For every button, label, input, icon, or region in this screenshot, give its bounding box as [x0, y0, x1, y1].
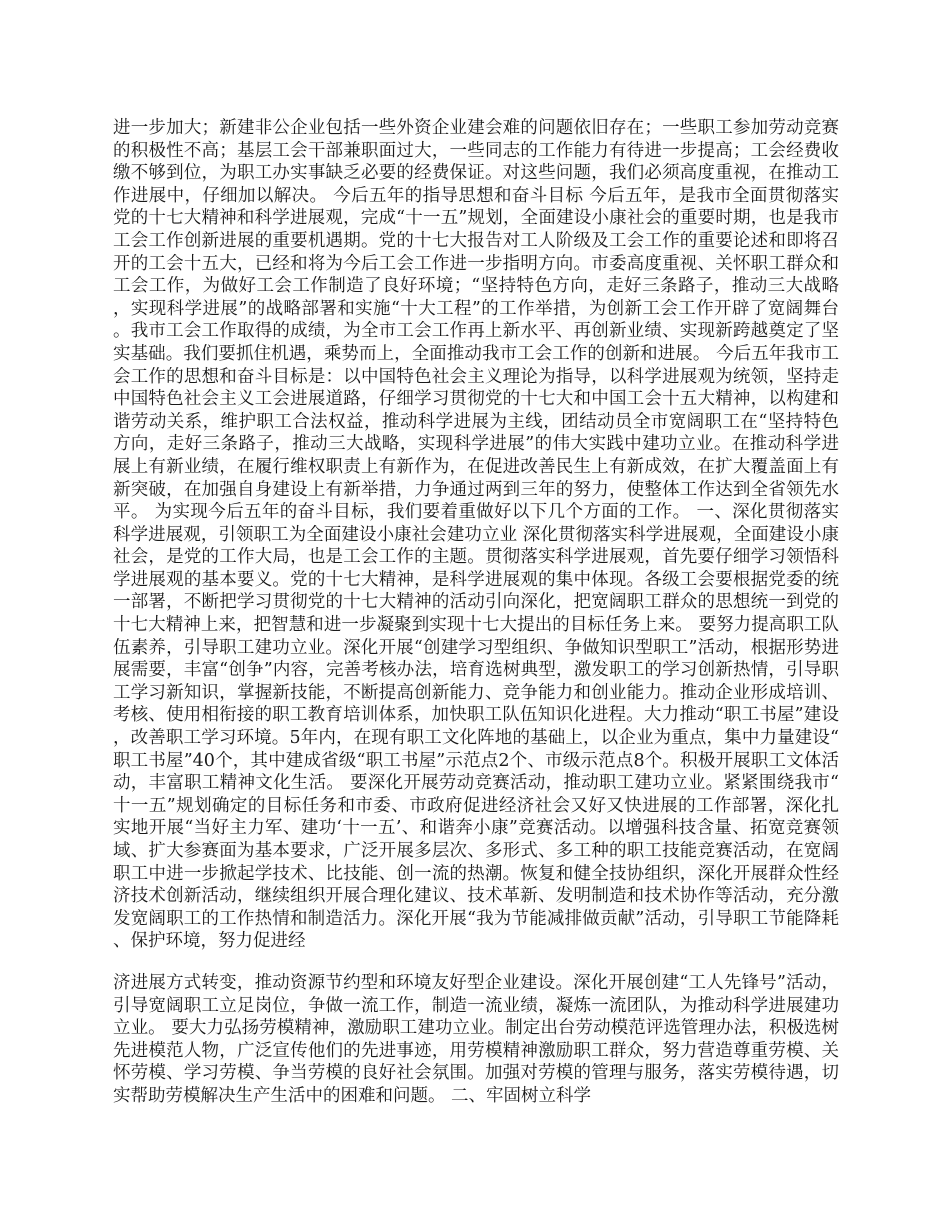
body-paragraph-1: 进一步加大；新建非公企业包括一些外资企业建会难的问题依旧存在；一些职工参加劳动竞赛的积极性不高；基层工会干部兼职面过大，一些同志的工作能力有待进一步提高；工会经费收缴不够到位，为职工办实事缺乏必要的经费保证。对这些问题，我们必须高度重视，在推动工作进展中，仔细加以解决。 今后五年的指导思想和奋斗目标 今后五年，是我市全面贯彻落实党的十七大精神和科学进展观，完成“十一五”规划，全面建设小康社会的重要时期，也是我市工会工作创新进展的重要机遇期。党的十七大报告对工人阶级及工会工作的重要论述和即将召开的工会十五大，已经和将为今后工会工作进一步指明方向。市委高度重视、关怀职工群众和工会工作，为做好工会工作制造了良好环境；“坚持特色方向，走好三条路子，推动三大战略，实现科学进展”的战略部署和实施“十大工程”的工作举措，为创新工会工作开辟了宽阔舞台。我市工会工作取得的成绩，为全市工会工作再上新水平、再创新业绩、实现新跨越奠定了坚实基础。我们要抓住机遇，乘势而上，全面推动我市工会工作的创新和进展。 今后五年我市工会工作的思想和奋斗目标是：以中国特色社会主义理论为指导，以科学进展观为统领，坚持走中国特色社会主义工会进展道路，仔细学习贯彻党的十七大和中国工会十五大精神，以构建和谐劳动关系，维护职工合法权益，推动科学进展为主线，团结动员全市宽阔职工在“坚持特色方向，走好三条路子，推动三大战略，实现科学进展”的伟大实践中建功立业。在推动科学进展上有新业绩，在履行维权职责上有新作为，在促进改善民生上有新成效，在扩大覆盖面上有新突破，在加强自身建设上有新举措，力争通过两到三年的努力，使整体工作达到全省领先水平。 为实现今后五年的奋斗目标，我们要着重做好以下几个方面的工作。 一、深化贯彻落实科学进展观，引领职工为全面建设小康社会建功立业 深化贯彻落实科学进展观，全面建设小康社会，是党的工作大局，也是工会工作的主题。贯彻落实科学进展观，首先要仔细学习领悟科学进展观的基本要义。党的十七大精神，是科学进展观的集中体现。各级工会要根据党委的统一部署，不断把学习贯彻党的十七大精神的活动引向深化，把宽阔职工群众的思想统一到党的十七大精神上来，把智慧和进一步凝聚到实现十七大提出的目标任务上来。 要努力提高职工队伍素养，引导职工建功立业。深化开展“创建学习型组织、争做知识型职工”活动，根据形势进展需要，丰富“创争”内容，完善考核办法，培育选树典型，激发职工的学习创新热情，引导职工学习新知识，掌握新技能，不断提高创新能力、竞争能力和创业能力。推动企业形成培训、考核、使用相衔接的职工教育培训体系，加快职工队伍知识化进程。大力推动“职工书屋”建设，改善职工学习环境。5年内，在现有职工文化阵地的基础上，以企业为重点，集中力量建设“职工书屋”40个，其中建成省级“职工书屋”示范点2个、市级示范点8个。积极开展职工文体活动，丰富职工精神文化生活。 要深化开展劳动竞赛活动，推动职工建功立业。紧紧围绕我市“十一五”规划确定的目标任务和市委、市政府促进经济社会又好又快进展的工作部署，深化扎实地开展“当好主力军、建功‘十一五’、和谐奔小康”竞赛活动。以增强科技含量、拓宽竞赛领域、扩大参赛面为基本要求，广泛开展多层次、多形式、多工种的职工技能竞赛活动，在宽阔职工中进一步掀起学技术、比技能、创一流的热潮。恢复和健全技协组织，深化开展群众性经济技术创新活动，继续组织开展合理化建议、技术革新、发明制造和技术协作等活动，充分激发宽阔职工的工作热情和制造活力。深化开展“我为节能减排做贡献”活动，引导职工节能降耗、保护环境，努力促进经: [113, 118, 839, 952]
body-paragraph-2: 济进展方式转变，推动资源节约型和环境友好型企业建设。深化开展创建“工人先锋号”活动，引导宽阔职工立足岗位，争做一流工作，制造一流业绩，凝炼一流团队，为推动科学进展建功立业。 要大力弘扬劳模精神，激励职工建功立业。制定出台劳动模范评选管理办法，积极选树先进模范人物，广泛宣传他们的先进事迹，用劳模精神激励职工群众，努力营造尊重劳模、关怀劳模、学习劳模、争当劳模的良好社会氛围。加强对劳模的管理与服务，落实劳模待遇，切实帮助劳模解决生产生活中的困难和问题。 二、牢固树立科学: [113, 973, 839, 1106]
